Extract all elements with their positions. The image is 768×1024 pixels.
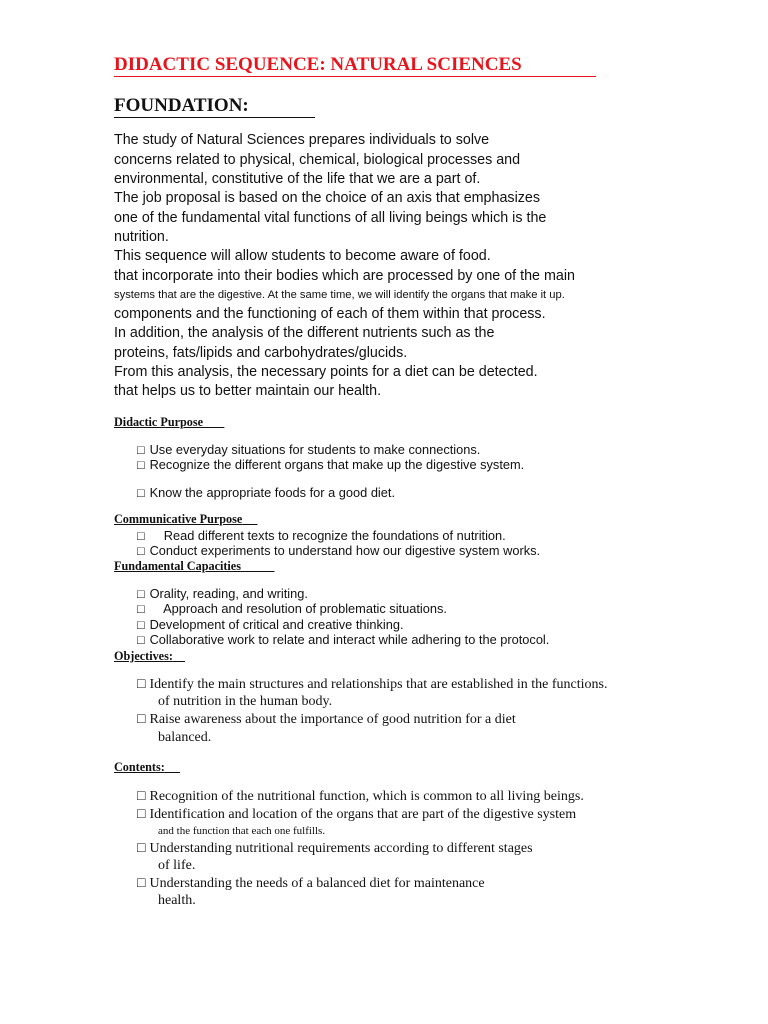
list-item: □ Understanding nutritional requirements according to different stages	[137, 841, 533, 856]
checkbox-bullet-icon: □	[137, 442, 145, 457]
paragraph-line: The study of Natural Sciences prepares individuals to solve	[114, 132, 490, 148]
checkbox-bullet-icon: □	[137, 841, 146, 856]
list-item: □ Conduct experiments to understand how our digestive system works.	[137, 543, 541, 558]
paragraph-line-small: systems that are the digestive. At the same time, we will identify the organs that make it up.	[114, 289, 565, 301]
checkbox-bullet-icon: □	[137, 457, 145, 472]
list-item: □ Recognize the different organs that make up the digestive system.	[137, 457, 525, 472]
list-item: □ Raise awareness about the importance of good nutrition for a diet	[137, 712, 516, 727]
fundamental-capacities-heading: Fundamental Capacities	[114, 559, 241, 573]
checkbox-bullet-icon: □	[137, 677, 146, 692]
communicative-purpose-heading: Communicative Purpose	[114, 512, 243, 526]
paragraph-line: components and the functioning of each of them within that process.	[114, 306, 546, 322]
paragraph-line: that helps us to better maintain our health.	[114, 383, 382, 399]
paragraph-line: concerns related to physical, chemical, biological processes and	[114, 152, 521, 168]
paragraph-line: one of the fundamental vital functions of all living beings which is the	[114, 210, 547, 226]
document-title: DIDACTIC SEQUENCE: NATURAL SCIENCES	[114, 54, 596, 77]
list-item: □ Use everyday situations for students to make connections.	[137, 442, 481, 457]
contents-heading: Contents:	[114, 760, 165, 774]
paragraph-line: This sequence will allow students to become aware of food.	[114, 248, 491, 264]
list-item: □ Recognition of the nutritional function, which is common to all living beings.	[137, 789, 584, 804]
checkbox-bullet-icon: □	[137, 601, 145, 616]
paragraph-line: that incorporate into their bodies which are processed by one of the main	[114, 268, 575, 284]
checkbox-bullet-icon: □	[137, 528, 145, 543]
paragraph-line: From this analysis, the necessary points for a diet can be detected.	[114, 364, 538, 380]
checkbox-bullet-icon: □	[137, 632, 145, 647]
objectives-heading: Objectives:	[114, 649, 173, 663]
checkbox-bullet-icon: □	[137, 712, 146, 727]
didactic-purpose-heading: Didactic Purpose	[114, 415, 204, 429]
paragraph-line: nutrition.	[114, 229, 169, 245]
list-item-continuation: and the function that each one fulfills.	[158, 825, 326, 837]
checkbox-bullet-icon: □	[137, 617, 145, 632]
list-item: □ Understanding the needs of a balanced diet for maintenance	[137, 876, 485, 891]
list-item-continuation: of nutrition in the human body.	[158, 694, 333, 709]
checkbox-bullet-icon: □	[137, 789, 146, 804]
checkbox-bullet-icon: □	[137, 876, 146, 891]
checkbox-bullet-icon: □	[137, 586, 145, 601]
list-item: □ Approach and resolution of problematic situations.	[137, 601, 447, 616]
list-item: □ Development of critical and creative thinking.	[137, 617, 404, 632]
list-item: □ Know the appropriate foods for a good diet.	[137, 485, 396, 500]
list-item: □ Identify the main structures and relationships that are established in the functions.	[137, 677, 608, 692]
paragraph-line: proteins, fats/lipids and carbohydrates/glucids.	[114, 345, 408, 361]
paragraph-line: In addition, the analysis of the different nutrients such as the	[114, 325, 495, 341]
list-item: □ Read different texts to recognize the foundations of nutrition.	[137, 528, 506, 543]
list-item-continuation: balanced.	[158, 730, 212, 745]
list-item: □ Orality, reading, and writing.	[137, 586, 308, 601]
paragraph-line: The job proposal is based on the choice of an axis that emphasizes	[114, 190, 540, 206]
checkbox-bullet-icon: □	[137, 485, 145, 500]
foundation-heading: FOUNDATION:	[114, 95, 315, 118]
checkbox-bullet-icon: □	[137, 543, 145, 558]
list-item-continuation: health.	[158, 893, 196, 908]
list-item: □ Identification and location of the organs that are part of the digestive system	[137, 807, 577, 822]
list-item-continuation: of life.	[158, 858, 196, 873]
checkbox-bullet-icon: □	[137, 807, 146, 822]
list-item: □ Collaborative work to relate and interact while adhering to the protocol.	[137, 632, 550, 647]
paragraph-line: environmental, constitutive of the life that we are a part of.	[114, 171, 481, 187]
